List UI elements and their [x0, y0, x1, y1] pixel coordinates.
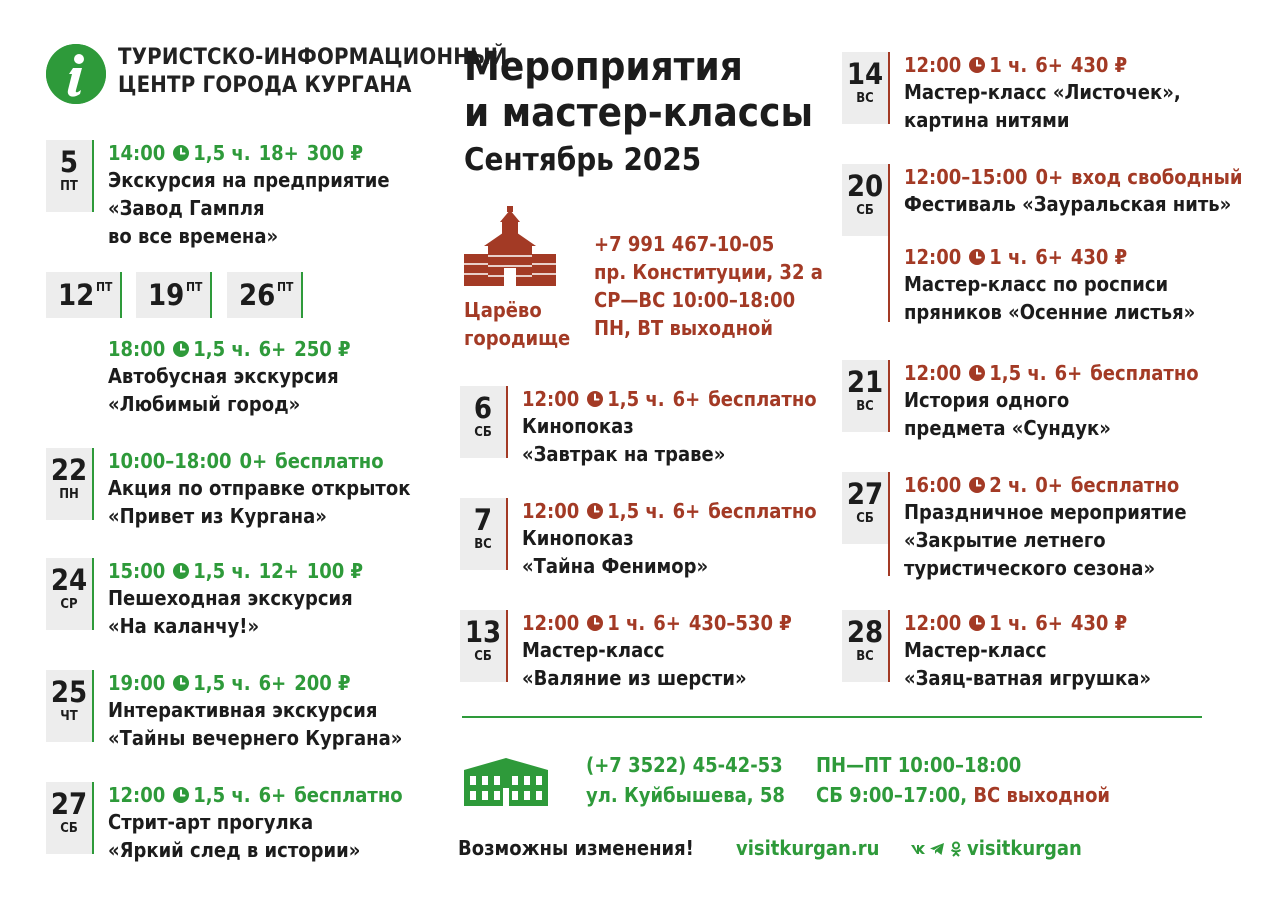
event-time: 16:00 [904, 473, 962, 497]
date-box-19: 19 ПТ [136, 272, 210, 318]
event-age: 18+ [258, 141, 299, 165]
footer-social-handle: visitkurgan [967, 836, 1082, 860]
event-title: Стрит-арт прогулка [108, 810, 314, 834]
event-title: предмета «Сундук» [904, 416, 1111, 440]
venue-closed: ПН, ВТ выходной [594, 316, 774, 340]
event-title: Фестиваль «Зауральская нить» [904, 192, 1232, 216]
event-price: 430 ₽ [1070, 611, 1128, 635]
venue-hours: СР—ВС 10:00–18:00 [594, 288, 796, 312]
event-title: Экскурсия на предприятие [108, 168, 390, 192]
event-price: вход свободный [1071, 165, 1243, 189]
date-box: 27 СБ [842, 472, 888, 544]
event-price: бесплатно [1090, 361, 1199, 385]
event-title: «На каланчу!» [108, 614, 260, 638]
event-title: «Заяц-ватная игрушка» [904, 666, 1151, 690]
ticc-building-icon [460, 758, 552, 806]
event-age: 6+ [1054, 361, 1083, 385]
event-title: Мастер-класс [904, 638, 1047, 662]
event-title: Мастер-класс [522, 638, 665, 662]
event-price: бесплатно [294, 783, 403, 807]
event-time: 12:00 [904, 53, 962, 77]
event-title: «Закрытие летнего [904, 528, 1106, 552]
event-title: Мастер-класс по росписи [904, 272, 1169, 296]
event-title: «Яркий след в истории» [108, 838, 361, 862]
date-box: 27 СБ [46, 782, 92, 854]
page-title: Мероприятия и мастер-классы [464, 44, 814, 136]
event-title: «Привет из Кургана» [108, 504, 327, 528]
date-box: 6 СБ [460, 386, 506, 458]
event-title: картина нитями [904, 108, 1070, 132]
footer-contacts [586, 750, 785, 810]
date-box: 25 ЧТ [46, 670, 92, 742]
footer-phone[interactable]: (+7 3522) 45-42-53 [586, 753, 783, 777]
date-box: 14 ВС [842, 52, 888, 124]
footer-address: ул. Куйбышева, 58 [586, 783, 785, 807]
event-duration: 1,5 ч. [193, 671, 251, 695]
clock-icon [173, 145, 189, 161]
venue-name: Царёво городище [464, 298, 571, 350]
date-box: 13 СБ [460, 610, 506, 682]
event-time: 12:00–15:00 [904, 165, 1028, 189]
event-title: Праздничное мероприятие [904, 500, 1187, 524]
event-price: бесплатно [708, 499, 817, 523]
event-age: 6+ [1035, 245, 1063, 269]
clock-icon [173, 787, 189, 803]
event-age: 6+ [1035, 53, 1063, 77]
date-box: 24 СР [46, 558, 92, 630]
event-age: 12+ [258, 559, 299, 583]
event-price: 300 ₽ [306, 141, 364, 165]
event-price: бесплатно [708, 387, 817, 411]
event-duration: 1,5 ч. [989, 361, 1047, 385]
event-price: 430–530 ₽ [688, 611, 792, 635]
event-title: Пешеходная экскурсия [108, 586, 353, 610]
event-time: 12:00 [522, 611, 580, 635]
clock-icon [969, 615, 985, 631]
event-age: 6+ [672, 499, 701, 523]
footer-warning: Возможны изменения! [458, 836, 694, 860]
event-age: 0+ [1035, 165, 1064, 189]
event-duration: 2 ч. [989, 473, 1028, 497]
clock-icon [173, 341, 189, 357]
clock-icon [969, 57, 985, 73]
event-time: 12:00 [904, 361, 962, 385]
event-age: 6+ [672, 387, 701, 411]
footer-closed: ВС выходной [973, 783, 1111, 807]
footer-hours-weekdays: ПН—ПТ 10:00–18:00 [816, 753, 1022, 777]
event-time: 12:00 [904, 245, 962, 269]
event-time: 10:00–18:00 [108, 449, 232, 473]
event-age: 6+ [258, 671, 287, 695]
event-duration: 1,5 ч. [193, 783, 251, 807]
date-box: 5 ПТ [46, 140, 92, 212]
event-title: «Тайна Фенимор» [522, 554, 709, 578]
event-duration: 1,5 ч. [193, 141, 251, 165]
event-time: 12:00 [904, 611, 962, 635]
venue-phone[interactable]: +7 991 467-10-05 [594, 232, 775, 256]
event-title: Кинопоказ [522, 414, 634, 438]
date-box-26: 26 ПТ [227, 272, 301, 318]
date-box: 22 ПН [46, 448, 92, 520]
date-box: 21 ВС [842, 360, 888, 432]
event-age: 0+ [1035, 473, 1063, 497]
event-title: Акция по отправке открыток [108, 476, 411, 500]
event-title: Кинопоказ [522, 526, 634, 550]
event-title: «Тайны вечернего Кургана» [108, 726, 403, 750]
footer-divider [462, 716, 1202, 718]
event-age: 6+ [258, 783, 287, 807]
event-title: Мастер-класс «Листочек», [904, 80, 1181, 104]
event-price: бесплатно [275, 449, 384, 473]
event-age: 6+ [258, 337, 287, 361]
event-title: туристического сезона» [904, 556, 1156, 580]
date-box: 28 ВС [842, 610, 888, 682]
venue-info [594, 230, 823, 342]
event-time: 18:00 [108, 337, 166, 361]
event-time: 12:00 [108, 783, 166, 807]
clock-icon [969, 477, 985, 493]
vk-icon [910, 841, 926, 857]
event-price: 430 ₽ [1070, 53, 1128, 77]
event-title: «Валяние из шерсти» [522, 666, 747, 690]
clock-icon [969, 249, 985, 265]
clock-icon [587, 391, 603, 407]
footer-website-link[interactable]: visitkurgan.ru [736, 836, 880, 860]
event-time: 12:00 [522, 499, 580, 523]
clock-icon [173, 563, 189, 579]
event-title: Интерактивная экскурсия [108, 698, 378, 722]
event-price: 430 ₽ [1070, 245, 1128, 269]
event-duration: 1 ч. [607, 611, 646, 635]
date-box: 20 СБ [842, 164, 888, 236]
event-title: Автобусная экскурсия [108, 364, 339, 388]
clock-icon [587, 615, 603, 631]
footer-social[interactable] [910, 834, 1082, 862]
event-title: «Любимый город» [108, 392, 301, 416]
event-age: 0+ [239, 449, 268, 473]
event-duration: 1 ч. [989, 53, 1028, 77]
event-title: «Завод Гампля [108, 196, 265, 220]
footer-hours [816, 750, 1110, 810]
info-logo-icon [46, 44, 106, 104]
event-duration: 1,5 ч. [193, 559, 251, 583]
event-duration: 1,5 ч. [607, 387, 665, 411]
event-price: 100 ₽ [306, 559, 364, 583]
event-duration: 1 ч. [989, 245, 1028, 269]
venue-address: пр. Конституции, 32 а [594, 260, 823, 284]
event-title: «Завтрак на траве» [522, 442, 726, 466]
event-time: 14:00 [108, 141, 166, 165]
date-box-12: 12 ПТ [46, 272, 120, 318]
event-age: 6+ [653, 611, 681, 635]
telegram-icon [929, 841, 945, 857]
clock-icon [173, 675, 189, 691]
event-duration: 1,5 ч. [193, 337, 251, 361]
clock-icon [969, 365, 985, 381]
event-price: 200 ₽ [294, 671, 351, 695]
tsarevo-gorodishche-icon [464, 206, 556, 286]
event-duration: 1 ч. [989, 611, 1028, 635]
event-title: пряников «Осенние листья» [904, 300, 1196, 324]
event-title: История одного [904, 388, 1070, 412]
ok-icon [948, 841, 964, 857]
clock-icon [587, 503, 603, 519]
date-box: 7 ВС [460, 498, 506, 570]
organization-name: ТУРИСТСКО-ИНФОРМАЦИОННЫЙ ЦЕНТР ГОРОДА КУРГАНА [118, 45, 508, 98]
footer-hours-sat: СБ 9:00–17:00, [816, 783, 968, 807]
event-price: 250 ₽ [294, 337, 351, 361]
event-time: 12:00 [522, 387, 580, 411]
event-time: 19:00 [108, 671, 166, 695]
event-age: 6+ [1035, 611, 1063, 635]
event-price: бесплатно [1070, 473, 1180, 497]
event-time: 15:00 [108, 559, 166, 583]
event-duration: 1,5 ч. [607, 499, 665, 523]
event-title: во все времена» [108, 224, 279, 248]
page-subtitle: Сентябрь 2025 [464, 142, 702, 178]
